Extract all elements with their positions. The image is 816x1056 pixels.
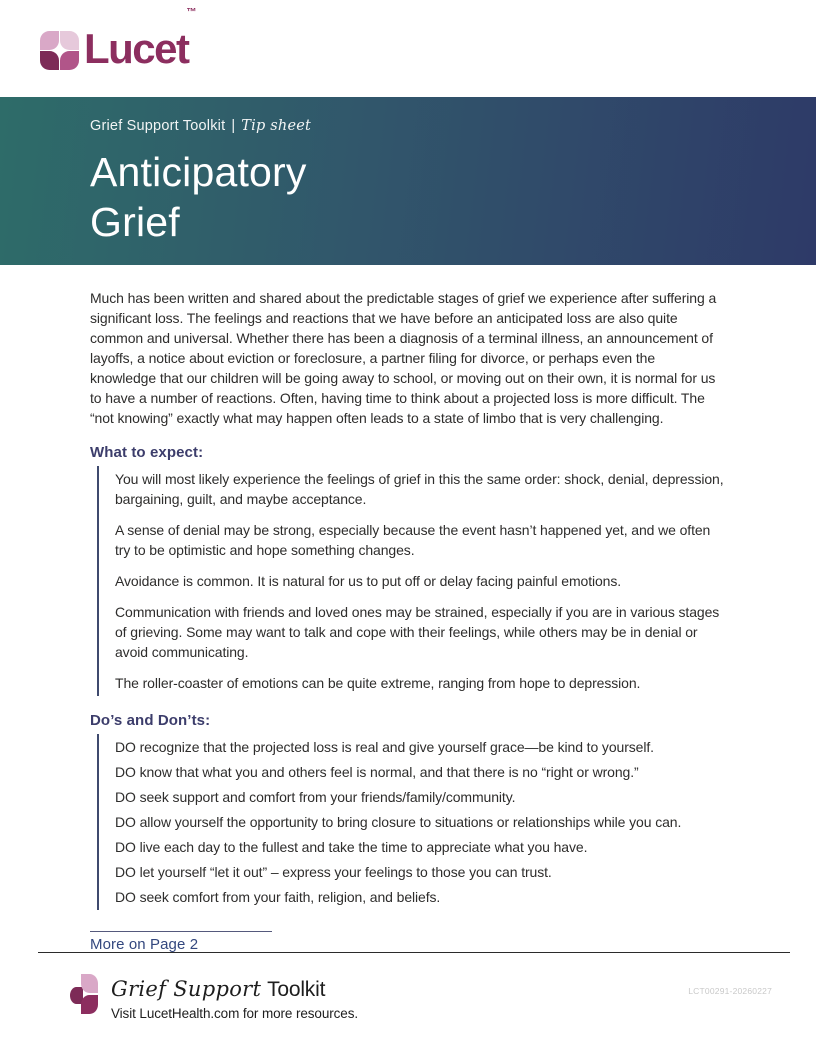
flower-petal: [40, 51, 59, 70]
list-item: Communication with friends and loved ones may be strained, especially if you are in various stages of grieving. Some may want to talk and cope with their feelings, while others may be in denial or avoid communicating.: [115, 604, 720, 660]
lucet-flower-icon: [40, 31, 80, 71]
dos-and-donts-list: [97, 734, 725, 910]
list-item: DO let yourself “let it out” – express your feelings to those you can trust.: [115, 864, 552, 880]
lucet-logo: [40, 6, 197, 72]
footer-title-italic: Grief Support: [111, 977, 262, 1001]
list-item: Avoidance is common. It is natural for us to put off or delay facing painful emotions.: [115, 573, 622, 589]
page-title-line1: Anticipatory: [90, 149, 307, 195]
lucet-wordmark: Lucet™: [84, 6, 196, 72]
lucet-flower-icon: [70, 974, 102, 1022]
page-footer: [0, 952, 816, 1056]
tip-sheet-tag: Tip sheet: [241, 118, 312, 134]
main-content: [0, 288, 816, 954]
intro-paragraph: Much has been written and shared about the predictable stages of grief we experience after suffering a significant loss. The feelings and reactions that we have before an anticipated loss are also quite common and universal. Whether there has been a diagnosis of a terminal illness, an announcement of layoffs, a notice about eviction or foreclosure, a partner filing for divorce, or perhaps even the knowledge that our children will be going away to school, or moving out on their own, it is normal for us to have a number of reactions. Often, having time to think about a projected loss is more difficult. The “not knowing” exactly what may happen often leads to a state of limbo that is very challenging.: [90, 290, 717, 426]
footer-title: [111, 978, 325, 1001]
list-item: DO know that what you and others feel is normal, and that there is no “right or wrong.”: [115, 764, 639, 780]
footer-subtitle: Visit LucetHealth.com for more resources.: [111, 1006, 359, 1021]
list-item: DO recognize that the projected loss is real and give yourself grace—be kind to yourself.: [115, 739, 654, 755]
footer-brand: [70, 974, 358, 1022]
more-on-page-2-link[interactable]: More on Page 2: [90, 936, 199, 953]
footer-title-regular: Toolkit: [267, 978, 326, 1001]
list-item: A sense of denial may be strong, especially because the event hasn’t happened yet, and we often try to be optimistic and hope something changes.: [115, 522, 711, 558]
flower-petal: [81, 974, 98, 993]
kicker-separator: |: [231, 118, 236, 134]
list-item: DO allow yourself the opportunity to bring closure to situations or relationships while you can.: [115, 814, 682, 830]
list-item: The roller-coaster of emotions can be quite extreme, ranging from hope to depression.: [115, 675, 641, 691]
page-title-line2: Grief: [90, 199, 180, 245]
footer-text: [111, 974, 358, 1022]
flower-petal: [60, 31, 79, 50]
list-item: DO seek support and comfort from your friends/family/community.: [115, 789, 516, 805]
title-banner: [0, 97, 816, 265]
list-item: DO live each day to the fullest and take the time to appreciate what you have.: [115, 839, 588, 855]
footer-divider: [38, 952, 790, 953]
flower-petal: [60, 51, 79, 70]
section-heading-what-to-expect: What to expect:: [90, 444, 204, 461]
what-to-expect-list: [97, 466, 725, 696]
page-title: [90, 147, 726, 247]
document-code: LCT00291-20260227: [688, 986, 772, 996]
section-heading-dos-and-donts: Do’s and Don’ts:: [90, 712, 211, 729]
divider: [90, 931, 272, 932]
list-item: You will most likely experience the feelings of grief in this the same order: shock, denial, depression, bargaining, guilt, and maybe acceptance.: [115, 471, 724, 507]
page-header: [0, 0, 816, 97]
flower-petal: [40, 31, 59, 50]
flower-petal: [81, 995, 98, 1014]
list-item: DO seek comfort from your faith, religion, and beliefs.: [115, 889, 441, 905]
trademark-symbol: ™: [186, 6, 196, 18]
breadcrumb: [90, 118, 726, 134]
toolkit-kicker: Grief Support Toolkit: [90, 118, 226, 134]
